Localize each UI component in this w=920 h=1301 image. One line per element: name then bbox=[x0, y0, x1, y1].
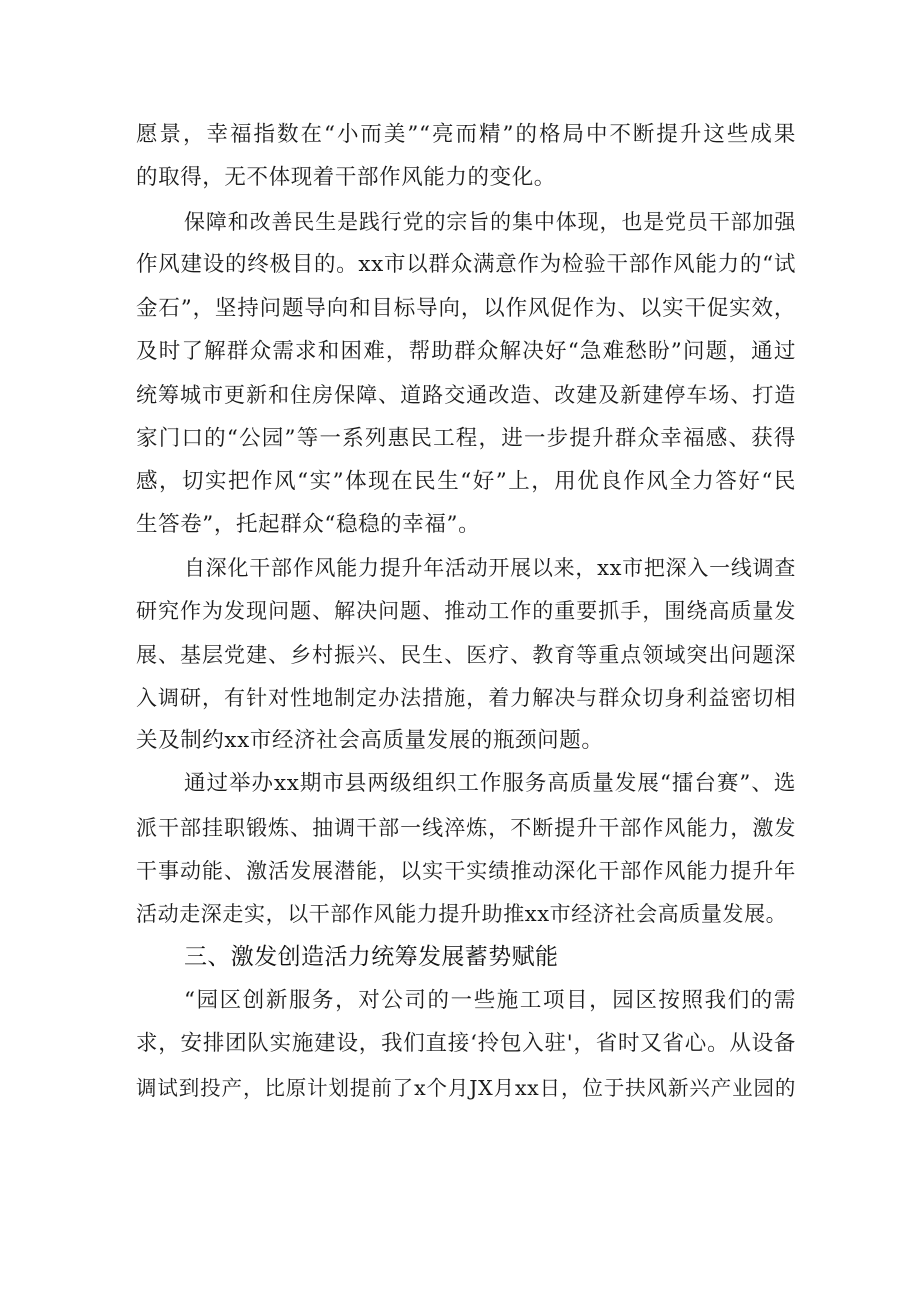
paragraph-2-line-2: 作风建设的终极目的。xx市以群众满意作为检验干部作风能力的“试 bbox=[136, 252, 796, 277]
paragraph-4-line-1: 通过举办xx期市县两级组织工作服务高质量发展“擂台赛”、选 bbox=[184, 771, 796, 796]
final-paragraph-line-1: “园区创新服务，对公司的一些施工项目，园区按照我们的需 bbox=[184, 988, 796, 1013]
paragraph-2-line-5: 统筹城市更新和住房保障、道路交通改造、改建及新建停车场、打造 bbox=[136, 383, 796, 407]
paragraph-1-line-1: 愿景，幸福指数在“小而美”“亮而精”的格局中不断提升这些成果 bbox=[136, 122, 796, 147]
paragraph-4-line-3: 干事动能、激活发展潜能，以实干实绩推动深化干部作风能力提升年 bbox=[136, 859, 796, 883]
paragraph-2-line-3: 金石”，坚持问题导向和目标导向，以作风促作为、以实干促实效， bbox=[136, 296, 796, 321]
paragraph-3-line-2: 研究作为发现问题、解决问题、推动工作的重要抓手，围绕高质量发 bbox=[136, 599, 796, 623]
paragraph-4-line-4: 活动走深走实，以干部作风能力提升助推xx市经济社会高质量发展。 bbox=[136, 902, 788, 926]
final-paragraph-line-3: 调试到投产，比原计划提前了x个月JX月xx日，位于扶风新兴产业园的 bbox=[136, 1076, 796, 1100]
paragraph-2-line-1: 保障和改善民生是践行党的宗旨的集中体现，也是党员干部加强 bbox=[184, 210, 796, 234]
paragraph-1-line-2: 的取得，无不体现着干部作风能力的变化。 bbox=[136, 165, 556, 190]
paragraph-4-line-2: 派干部挂职锻炼、抽调干部一线淬炼，不断提升干部作风能力，激发 bbox=[136, 816, 796, 840]
paragraph-3-line-3: 展、基层党建、乡村振兴、民生、医疗、教育等重点领域突出问题深 bbox=[136, 643, 796, 667]
final-paragraph-line-2: 求，安排团队实施建设，我们直接‘拎包入驻'，省时又省心。从设备 bbox=[136, 1031, 796, 1056]
paragraph-2-line-4: 及时了解群众需求和困难，帮助群众解决好“急难愁盼”问题，通过 bbox=[136, 339, 796, 364]
paragraph-3-line-1: 自深化干部作风能力提升年活动开展以来，xx市把深入一线调查 bbox=[184, 556, 796, 580]
paragraph-3-line-5: 关及制约xx市经济社会高质量发展的瓶颈问题。 bbox=[136, 728, 604, 753]
paragraph-2-line-6: 家门口的“公园”等一系列惠民工程，进一步提升群众幸福感、获得 bbox=[136, 426, 796, 451]
paragraph-2-line-8: 生答卷”，托起群众“稳稳的幸福”。 bbox=[136, 512, 481, 537]
section-heading: 三、激发创造活力统筹发展蓄势赋能 bbox=[184, 944, 559, 970]
paragraph-2-line-7: 感，切实把作风“实”体现在民生“好”上，用优良作风全力答好“民 bbox=[136, 469, 796, 494]
paragraph-3-line-4: 入调研，有针对性地制定办法措施，着力解决与群众切身利益密切相 bbox=[136, 686, 796, 710]
